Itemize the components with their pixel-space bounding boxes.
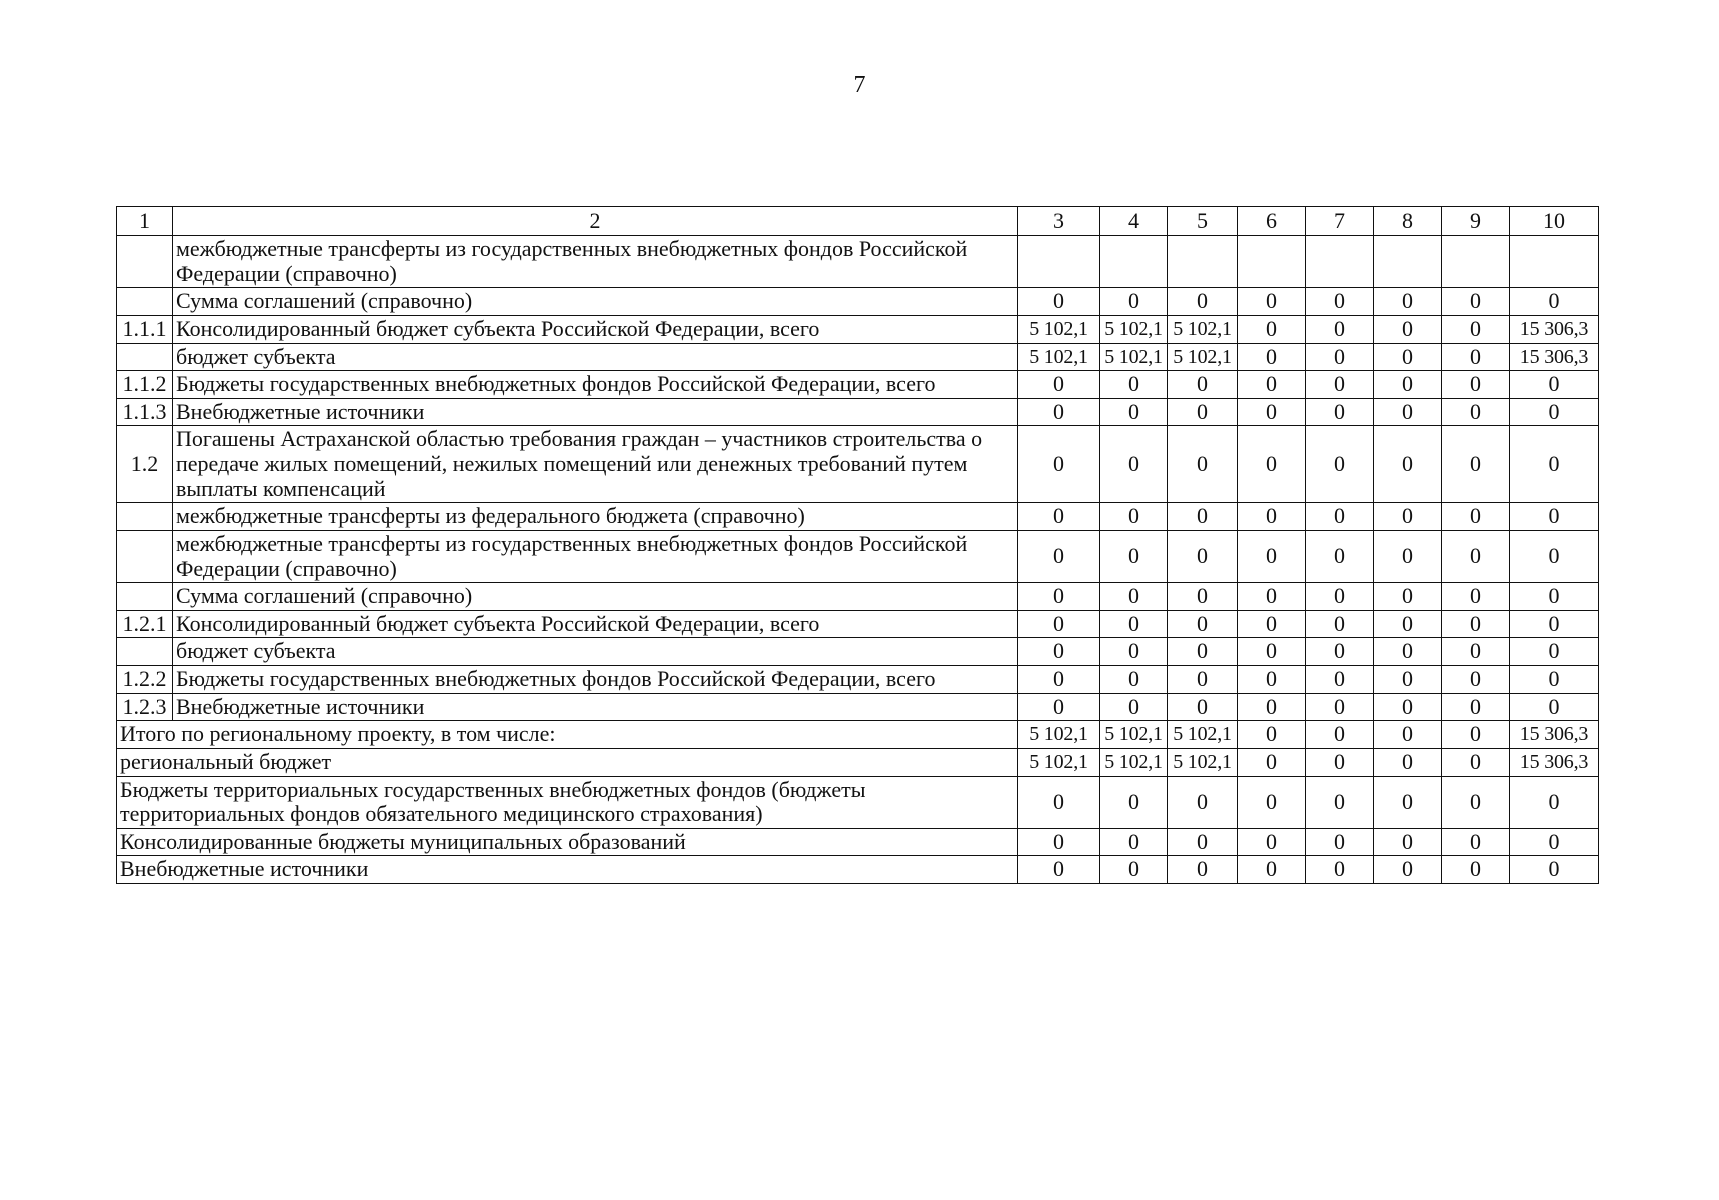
row-label: межбюджетные трансферты из федерального бюджета (справочно) [173,503,1018,531]
row-value [1238,236,1306,288]
column-header-8: 8 [1374,207,1442,236]
row-value: 0 [1238,503,1306,531]
column-header-7: 7 [1306,207,1374,236]
row-label: Консолидированный бюджет субъекта Российской Федерации, всего [173,315,1018,343]
total-value: 0 [1100,776,1168,828]
row-value: 0 [1510,693,1599,721]
row-value: 0 [1100,503,1168,531]
total-value: 0 [1442,856,1510,884]
row-code [117,503,173,531]
row-value: 0 [1442,666,1510,694]
table-body [117,207,1599,884]
row-value: 0 [1510,638,1599,666]
row-code: 1.1.1 [117,315,173,343]
row-code [117,530,173,582]
total-value: 0 [1374,748,1442,776]
row-value: 0 [1374,503,1442,531]
row-value: 0 [1168,426,1238,503]
total-value: 5 102,1 [1018,721,1100,749]
table-row [117,638,1599,666]
row-value: 0 [1100,398,1168,426]
row-label: Бюджеты государственных внебюджетных фондов Российской Федерации, всего [173,666,1018,694]
row-value: 5 102,1 [1100,315,1168,343]
row-value: 0 [1306,666,1374,694]
row-value: 0 [1306,638,1374,666]
total-label: Итого по региональному проекту, в том числе: [117,721,1018,749]
row-value: 0 [1238,398,1306,426]
total-value: 0 [1442,748,1510,776]
row-value: 0 [1510,583,1599,611]
row-value: 0 [1374,371,1442,399]
table-row [117,666,1599,694]
total-value: 0 [1238,828,1306,856]
row-label: Внебюджетные источники [173,693,1018,721]
row-value: 0 [1238,666,1306,694]
total-value: 0 [1168,776,1238,828]
row-value: 0 [1374,638,1442,666]
row-value: 0 [1238,315,1306,343]
total-value: 0 [1018,856,1100,884]
column-header-2: 2 [173,207,1018,236]
table-row [117,583,1599,611]
total-value: 15 306,3 [1510,721,1599,749]
row-value: 0 [1306,426,1374,503]
row-label: бюджет субъекта [173,638,1018,666]
total-value: 0 [1306,748,1374,776]
total-label: региональный бюджет [117,748,1018,776]
total-value: 0 [1018,828,1100,856]
row-value: 0 [1238,343,1306,371]
row-value: 0 [1168,610,1238,638]
table-row [117,343,1599,371]
row-value: 0 [1510,610,1599,638]
table-row [117,693,1599,721]
row-value: 0 [1306,583,1374,611]
row-value: 0 [1018,693,1100,721]
row-value: 0 [1442,693,1510,721]
row-value: 0 [1238,371,1306,399]
total-value: 0 [1442,828,1510,856]
total-label: Бюджеты территориальных государственных внебюджетных фондов (бюджеты территориальных фондов обязательного медицинского страхования) [117,776,1018,828]
column-header-6: 6 [1238,207,1306,236]
row-code [117,583,173,611]
row-value: 0 [1018,530,1100,582]
row-value: 0 [1168,398,1238,426]
total-value: 0 [1238,856,1306,884]
row-value: 0 [1442,343,1510,371]
row-value: 0 [1238,638,1306,666]
row-value: 5 102,1 [1100,343,1168,371]
row-value: 5 102,1 [1168,343,1238,371]
row-value [1018,236,1100,288]
row-value: 0 [1442,426,1510,503]
row-value: 0 [1442,638,1510,666]
table-row [117,503,1599,531]
total-row [117,856,1599,884]
total-value: 15 306,3 [1510,748,1599,776]
row-value: 0 [1306,610,1374,638]
column-header-4: 4 [1100,207,1168,236]
row-value: 0 [1018,398,1100,426]
row-value: 0 [1238,610,1306,638]
row-value: 0 [1168,583,1238,611]
row-value [1100,236,1168,288]
total-value: 0 [1306,828,1374,856]
row-label: Сумма соглашений (справочно) [173,583,1018,611]
row-label: межбюджетные трансферты из государственных внебюджетных фондов Российской Федерации (справочно) [173,530,1018,582]
row-label: Сумма соглашений (справочно) [173,288,1018,316]
row-value: 0 [1442,315,1510,343]
row-value: 15 306,3 [1510,343,1599,371]
row-value: 0 [1306,343,1374,371]
row-value [1168,236,1238,288]
row-code: 1.1.2 [117,371,173,399]
column-header-1: 1 [117,207,173,236]
total-value: 0 [1510,828,1599,856]
table-row [117,288,1599,316]
row-value: 0 [1018,638,1100,666]
total-value: 5 102,1 [1168,721,1238,749]
row-value: 0 [1306,398,1374,426]
total-value: 5 102,1 [1100,748,1168,776]
row-value: 15 306,3 [1510,315,1599,343]
column-header-10: 10 [1510,207,1599,236]
row-value: 0 [1374,666,1442,694]
total-label: Консолидированные бюджеты муниципальных образований [117,828,1018,856]
row-code [117,288,173,316]
row-value: 0 [1510,288,1599,316]
total-value: 0 [1100,856,1168,884]
row-value: 0 [1306,288,1374,316]
row-code [117,638,173,666]
row-value: 0 [1306,530,1374,582]
row-value: 0 [1442,583,1510,611]
table-row [117,426,1599,503]
row-value: 0 [1168,288,1238,316]
row-code: 1.2 [117,426,173,503]
row-value: 0 [1238,288,1306,316]
row-value: 0 [1238,530,1306,582]
row-value: 0 [1100,288,1168,316]
total-value: 0 [1374,828,1442,856]
row-value: 0 [1100,583,1168,611]
row-value: 0 [1018,666,1100,694]
row-value: 0 [1442,288,1510,316]
row-value: 0 [1442,371,1510,399]
row-value: 0 [1510,503,1599,531]
row-value [1442,236,1510,288]
total-value: 5 102,1 [1100,721,1168,749]
row-value: 0 [1374,583,1442,611]
row-value: 0 [1100,371,1168,399]
total-label: Внебюджетные источники [117,856,1018,884]
row-value: 0 [1374,426,1442,503]
row-code [117,236,173,288]
header-row [117,207,1599,236]
column-header-5: 5 [1168,207,1238,236]
row-value [1510,236,1599,288]
row-label: Внебюджетные источники [173,398,1018,426]
row-value: 0 [1168,666,1238,694]
row-value: 0 [1100,666,1168,694]
row-value: 0 [1306,315,1374,343]
total-value: 0 [1168,856,1238,884]
total-value: 0 [1510,856,1599,884]
row-label: межбюджетные трансферты из государственных внебюджетных фондов Российской Федерации (справочно) [173,236,1018,288]
row-value: 5 102,1 [1018,315,1100,343]
row-label: Бюджеты государственных внебюджетных фондов Российской Федерации, всего [173,371,1018,399]
total-value: 0 [1306,776,1374,828]
row-value: 0 [1306,693,1374,721]
table-row [117,610,1599,638]
row-value: 0 [1238,426,1306,503]
row-value: 0 [1168,371,1238,399]
total-value: 0 [1510,776,1599,828]
row-label: бюджет субъекта [173,343,1018,371]
row-value: 5 102,1 [1018,343,1100,371]
row-value: 0 [1100,638,1168,666]
row-value: 0 [1510,530,1599,582]
row-value: 0 [1442,530,1510,582]
row-value: 0 [1510,666,1599,694]
row-value [1306,236,1374,288]
row-value: 0 [1018,503,1100,531]
total-value: 0 [1238,721,1306,749]
row-code: 1.1.3 [117,398,173,426]
table-row [117,530,1599,582]
row-value: 0 [1018,583,1100,611]
row-value: 0 [1374,398,1442,426]
row-value: 0 [1374,343,1442,371]
table-row [117,236,1599,288]
row-code [117,343,173,371]
total-value: 5 102,1 [1018,748,1100,776]
total-value: 0 [1168,828,1238,856]
table-row [117,315,1599,343]
row-value: 5 102,1 [1168,315,1238,343]
total-value: 0 [1306,721,1374,749]
row-value: 0 [1374,530,1442,582]
row-value [1374,236,1442,288]
row-value: 0 [1510,426,1599,503]
row-label: Консолидированный бюджет субъекта Российской Федерации, всего [173,610,1018,638]
total-value: 0 [1442,776,1510,828]
total-value: 5 102,1 [1168,748,1238,776]
row-value: 0 [1100,693,1168,721]
row-value: 0 [1168,693,1238,721]
row-value: 0 [1168,503,1238,531]
row-value: 0 [1238,693,1306,721]
row-value: 0 [1306,503,1374,531]
row-value: 0 [1442,398,1510,426]
row-code: 1.2.2 [117,666,173,694]
row-code: 1.2.1 [117,610,173,638]
row-value: 0 [1100,426,1168,503]
table-row [117,398,1599,426]
row-value: 0 [1442,610,1510,638]
total-value: 0 [1374,721,1442,749]
column-header-3: 3 [1018,207,1100,236]
row-value: 0 [1018,288,1100,316]
row-value: 0 [1238,583,1306,611]
total-value: 0 [1374,856,1442,884]
total-value: 0 [1238,776,1306,828]
budget-table [116,206,1599,884]
table-row [117,371,1599,399]
total-value: 0 [1238,748,1306,776]
row-code: 1.2.3 [117,693,173,721]
row-value: 0 [1374,315,1442,343]
page-number: 7 [853,72,866,98]
row-value: 0 [1018,610,1100,638]
row-label: Погашены Астраханской областью требования граждан – участников строительства о передаче жилых помещений, нежилых помещений или денежных требований путем выплаты компенсаций [173,426,1018,503]
row-value: 0 [1374,610,1442,638]
row-value: 0 [1374,288,1442,316]
row-value: 0 [1100,610,1168,638]
row-value: 0 [1510,398,1599,426]
row-value: 0 [1374,693,1442,721]
total-value: 0 [1018,776,1100,828]
row-value: 0 [1100,530,1168,582]
total-value: 0 [1100,828,1168,856]
row-value: 0 [1168,638,1238,666]
total-row [117,828,1599,856]
total-value: 0 [1374,776,1442,828]
total-row [117,721,1599,749]
total-value: 0 [1306,856,1374,884]
row-value: 0 [1018,371,1100,399]
total-row [117,776,1599,828]
row-value: 0 [1510,371,1599,399]
column-header-9: 9 [1442,207,1510,236]
row-value: 0 [1018,426,1100,503]
total-value: 0 [1442,721,1510,749]
row-value: 0 [1306,371,1374,399]
row-value: 0 [1168,530,1238,582]
total-row [117,748,1599,776]
row-value: 0 [1442,503,1510,531]
